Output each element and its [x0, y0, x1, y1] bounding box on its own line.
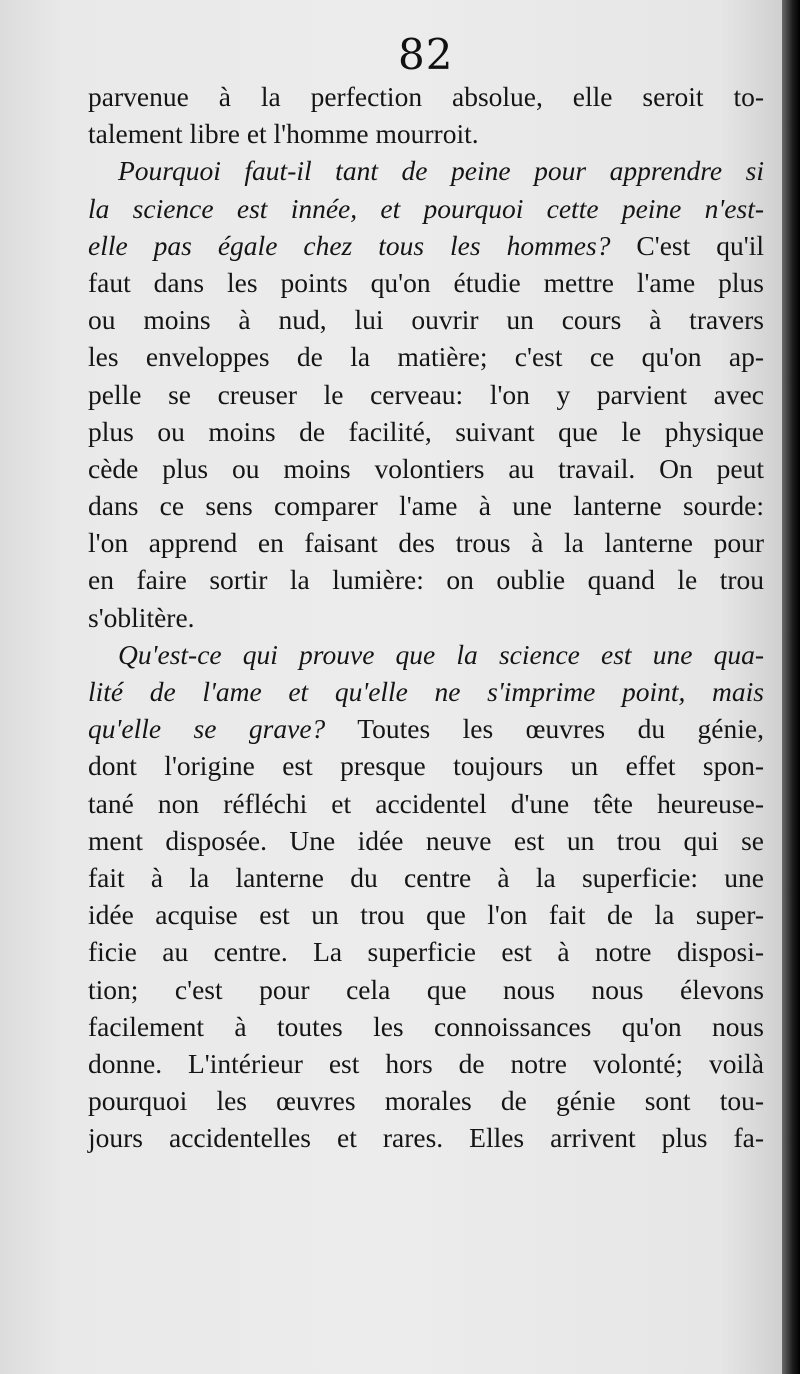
text-line: pourquoi les œuvres morales de génie sont tou- [88, 1085, 764, 1117]
text-line-italic: lité de l'ame et qu'elle ne s'imprime point, mais [88, 676, 764, 707]
text-line: pelle se creuser le cerveau: l'on y parvient avec [88, 378, 764, 410]
text-line-italic: Pourquoi faut-il tant de peine pour apprendre si [118, 155, 764, 187]
text-line-italic: la science est innée, et pourquoi cette peine n'est- [88, 192, 764, 224]
text-line: talement libre et l'homme mourroit. [88, 118, 479, 150]
text-line: cède plus ou moins volontiers au travail. On peut [88, 452, 764, 484]
text-line: donne. L'intérieur est hors de notre volonté; voilà [88, 1047, 764, 1079]
italic-question: elle pas égale chez tous les hommes? [88, 229, 611, 261]
text-line: l'on apprend en faisant des trous à la lanterne pour [88, 527, 764, 559]
text-line: tané non réfléchi et accidentel d'une tête heureuse- [88, 787, 764, 819]
text-line: parvenue à la perfection absolue, elle seroit to- [88, 81, 764, 112]
text-line: s'oblitère. [88, 601, 195, 633]
text-line: fait à la lanterne du centre à la superficie: une [88, 861, 764, 893]
italic-question: qu'elle se grave? [88, 713, 326, 745]
text-line-mixed [88, 710, 764, 747]
text-line: ment disposée. Une idée neuve est un trou qui se [88, 824, 764, 856]
text-line-mixed [88, 227, 764, 264]
text-line: facilement à toutes les connoissances qu'on nous [88, 1010, 764, 1042]
text-line: en faire sortir la lumière: on oublie quand le trou [88, 564, 764, 596]
roman-text: Toutes les œuvres du génie, [325, 713, 764, 745]
text-line: les enveloppes de la matière; c'est ce qu'on ap- [88, 341, 764, 373]
page-number: 82 [398, 30, 454, 79]
text-line: faut dans les points qu'on étudie mettre l'ame plus [88, 266, 764, 298]
text-line-italic: Qu'est-ce qui prouve que la science est une qua- [118, 638, 764, 670]
text-line: tion; c'est pour cela que nous nous élevons [88, 973, 764, 1005]
text-line: dont l'origine est presque toujours un effet spon- [88, 750, 764, 782]
text-line: ficie au centre. La superficie est à notre disposi- [88, 936, 764, 968]
book-edge-shadow [782, 0, 800, 1374]
text-line: ou moins à nud, lui ouvrir un cours à travers [88, 304, 764, 336]
roman-text: C'est qu'il [610, 229, 764, 261]
text-line: dans ce sens comparer l'ame à une lanterne sourde: [88, 490, 764, 522]
text-line: idée acquise est un trou que l'on fait de la super- [88, 899, 764, 931]
text-line: jours accidentelles et rares. Elles arrivent plus fa- [88, 1122, 764, 1154]
text-line: plus ou moins de facilité, suivant que le physique [88, 415, 764, 447]
body-text [88, 78, 764, 1156]
